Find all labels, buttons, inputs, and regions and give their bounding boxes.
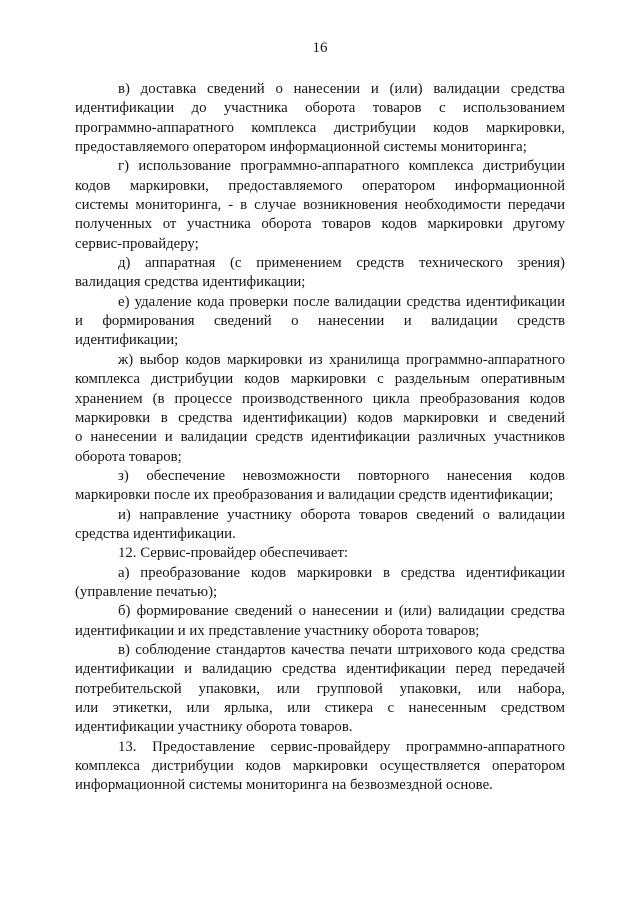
text-line: системы мониторинга, - в случае возникновения необходимости передачи: [75, 197, 565, 214]
clause-12-subclause-v-print-quality: [75, 641, 565, 738]
text-line: оборота товаров;: [75, 448, 182, 465]
subclause-zh-selection-of-codes: [75, 351, 565, 467]
text-line: идентификации участнику оборота товаров.: [75, 719, 353, 736]
text-line: идентификации и их представление участнику оборота товаров;: [75, 622, 480, 639]
text-line: программно-аппаратного комплекса дистрибуции кодов маркировки,: [75, 119, 565, 136]
text-line: маркировки в средства идентификации) кодов маркировки и сведений: [75, 409, 565, 426]
text-line: кодов маркировки, предоставляемого оператором информационной: [75, 177, 565, 194]
text-line: или этикетки, или ярлыка, или стикера с нанесенным средством: [75, 700, 565, 716]
subclause-i-sending-validation-info: [75, 506, 565, 545]
text-line: информационной системы мониторинга на безвозмездной основе.: [75, 777, 493, 794]
text-line: маркировки после их преобразования и валидации средств идентификации;: [75, 487, 554, 504]
text-line: е) удаление кода проверки после валидации средства идентификации: [118, 293, 565, 310]
text-line: д) аппаратная (с применением средств технического зрения): [118, 255, 565, 272]
text-line: идентификации и валидацию средства идентификации перед передачей: [75, 661, 565, 678]
text-line: идентификации до участника оборота товаров с использованием: [75, 100, 565, 117]
clause-13-provision-of-software: [75, 738, 565, 796]
text-line: б) формирование сведений о нанесении и (или) валидации средства: [118, 603, 565, 620]
text-line: 13. Предоставление сервис-провайдеру программно-аппаратного: [118, 738, 565, 755]
subclause-v-delivery-of-information: [75, 80, 565, 157]
text-line: (управление печатью);: [75, 583, 218, 600]
document-body: [75, 80, 565, 796]
subclause-e-removal-of-check-code: [75, 293, 565, 351]
text-line: средства идентификации.: [75, 525, 236, 542]
clause-12-heading: [75, 544, 565, 563]
text-line: 12. Сервис-провайдер обеспечивает:: [118, 545, 349, 562]
clause-12-subclause-b-forming-information: [75, 602, 565, 641]
text-line: ж) выбор кодов маркировки из хранилища программно-аппаратного: [118, 351, 565, 368]
text-line: потребительской упаковки, или групповой упаковки, или набора,: [75, 680, 565, 697]
text-line: комплекса дистрибуции кодов маркировки с раздельным оперативным: [75, 371, 565, 388]
text-line: а) преобразование кодов маркировки в средства идентификации: [118, 564, 565, 581]
text-line: полученных от участника оборота товаров кодов маркировки другому: [75, 216, 565, 233]
text-line: з) обеспечение невозможности повторного нанесения кодов: [118, 467, 565, 484]
text-line: сервис-провайдеру;: [75, 235, 199, 252]
text-line: в) доставка сведений о нанесении и (или) валидации средства: [118, 81, 565, 97]
text-line: предоставляемого оператором информационной системы мониторинга;: [75, 139, 527, 156]
subclause-d-hardware-validation: [75, 254, 565, 293]
clause-12-subclause-a-conversion: [75, 564, 565, 603]
text-line: и) направление участнику оборота товаров сведений о валидации: [118, 506, 565, 523]
text-line: и формирования сведений о нанесении и валидации средств: [75, 313, 565, 330]
text-line: валидация средства идентификации;: [75, 274, 306, 291]
page-number: 16: [312, 40, 328, 56]
subclause-g-use-of-software-complex: [75, 157, 565, 254]
text-line: идентификации;: [75, 332, 179, 349]
text-line: г) использование программно-аппаратного комплекса дистрибуции: [118, 158, 565, 175]
text-line: хранением (в процессе производственного цикла преобразования кодов: [75, 390, 565, 407]
text-line: в) соблюдение стандартов качества печати штрихового кода средства: [118, 641, 565, 658]
text-line: комплекса дистрибуции кодов маркировки осуществляется оператором: [75, 758, 565, 775]
text-line: о нанесении и валидации средств идентификации различных участников: [75, 429, 565, 446]
subclause-z-prevention-of-reprinting: [75, 467, 565, 506]
